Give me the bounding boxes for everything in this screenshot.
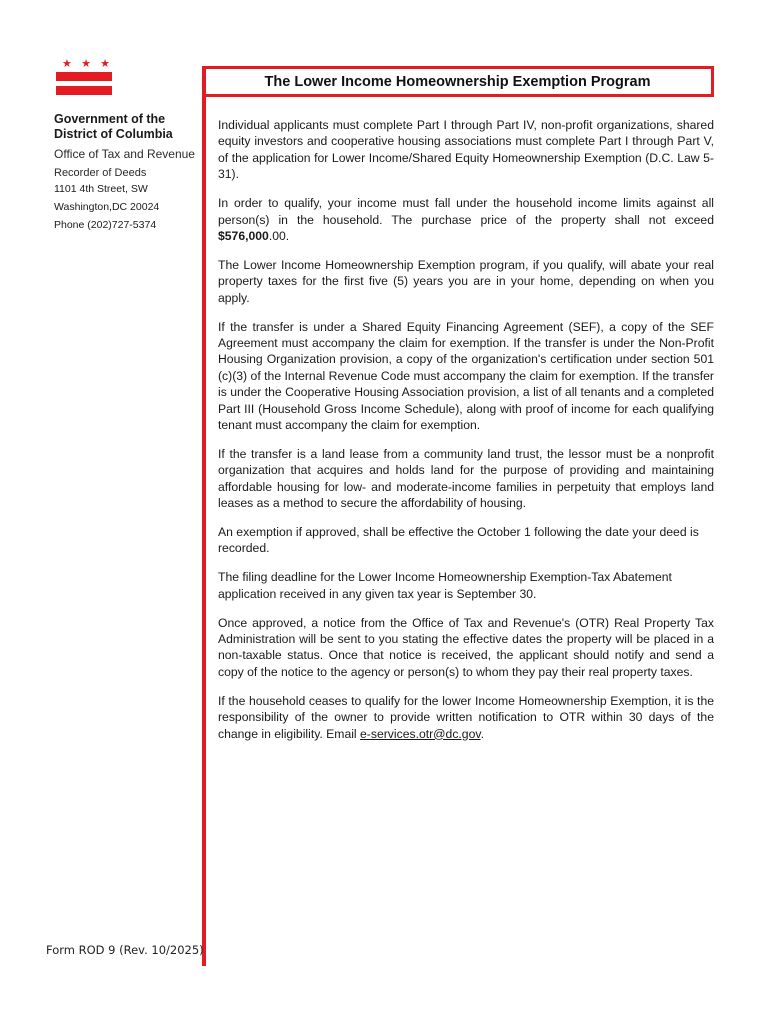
flag-bar-top: [56, 72, 112, 81]
star-icon: ★: [100, 58, 110, 70]
red-divider-line: [202, 66, 206, 966]
agency-info: [54, 112, 204, 233]
email-link[interactable]: e-services.otr@dc.gov: [360, 726, 481, 741]
agency-name: Government of the District of Columbia: [54, 112, 173, 141]
flag-bar-bottom: [56, 86, 112, 95]
paragraph-parts: Individual applicants must complete Part I through Part IV, non-profit organizations, shared equity investors and cooperative housing associations must complete Part I through Part V, of the application for Lower Income/Shared Equity Homeownership Exemption (D.C. Law 5-31).: [218, 118, 714, 182]
dc-flag-logo: [56, 59, 112, 97]
page-title-box: [204, 66, 714, 97]
price-suffix: .00.: [268, 228, 290, 243]
agency-phone: Phone (202)727-5374: [54, 219, 157, 231]
paragraph-income-limits: [218, 195, 714, 244]
star-icon: ★: [81, 58, 91, 70]
income-text: In order to qualify, your income must fall under the household income limits against all person(s) in the household. The purchase price of the property shall not exceed: [218, 196, 714, 227]
flag-stars: [62, 59, 110, 69]
document-body: [218, 117, 714, 755]
form-number: Form ROD 9 (Rev. 10/2025): [46, 943, 204, 957]
agency-city: Washington,DC 20024: [54, 201, 160, 213]
paragraph-transfer-types: If the transfer is under a Shared Equity Financing Agreement (SEF), a copy of the SEF Agreement must accompany the claim for exemption. If the transfer is under the Non-Profit Housing Organization provision, a copy of the organization's certification under section 501 (c)(3) of the Internal Revenue Code must accompany the claim for exemption. If the transfer is under the Cooperative Housing Association provision, a list of all tenants and a completed Part III (Household Gross Income Schedule), along with proof of income for each qualifying tenant must accompany the claim for exemption.: [218, 319, 714, 432]
paragraph-effective-date: An exemption if approved, shall be effective the October 1 following the date your deed is recorded.: [218, 525, 699, 556]
price-limit: $576,000: [218, 228, 269, 243]
agency-office: Office of Tax and Revenue: [54, 147, 195, 161]
paragraph-eligibility-change: [218, 693, 714, 742]
eligibility-suffix: .: [480, 726, 484, 741]
paragraph-approval-notice: Once approved, a notice from the Office of Tax and Revenue's (OTR) Real Property Tax Administration will be sent to you stating the effective dates the property will be placed in a non-taxable status. Once that notice is received, the applicant should notify and send a copy of the notice to the agency or person(s) to whom they pay their real property taxes.: [218, 615, 714, 679]
star-icon: ★: [62, 58, 72, 70]
agency-street: 1101 4th Street, SW: [54, 183, 148, 195]
paragraph-land-lease: If the transfer is a land lease from a community land trust, the lessor must be a nonprofit organization that acquires and holds land for the purpose of providing and maintaining affordable housing for low- and moderate-income families in perpetuity that employs land leases as a method to secure the affordability of housing.: [218, 446, 714, 511]
paragraph-abatement: The Lower Income Homeownership Exemption program, if you qualify, will abate your real property taxes for the first five (5) years you are in your home, depending on when you apply.: [218, 257, 714, 305]
agency-division: Recorder of Deeds: [54, 167, 147, 179]
paragraph-deadline: The filing deadline for the Lower Income Homeownership Exemption-Tax Abatement application received in any given tax year is September 30.: [218, 570, 672, 601]
eligibility-text: If the household ceases to qualify for the lower Income Homeownership Exemption, it is the responsibility of the owner to provide written notification to OTR within 30 days of the change in eligibility. Email: [218, 693, 714, 741]
page-title: The Lower Income Homeownership Exemption Program: [264, 73, 651, 90]
